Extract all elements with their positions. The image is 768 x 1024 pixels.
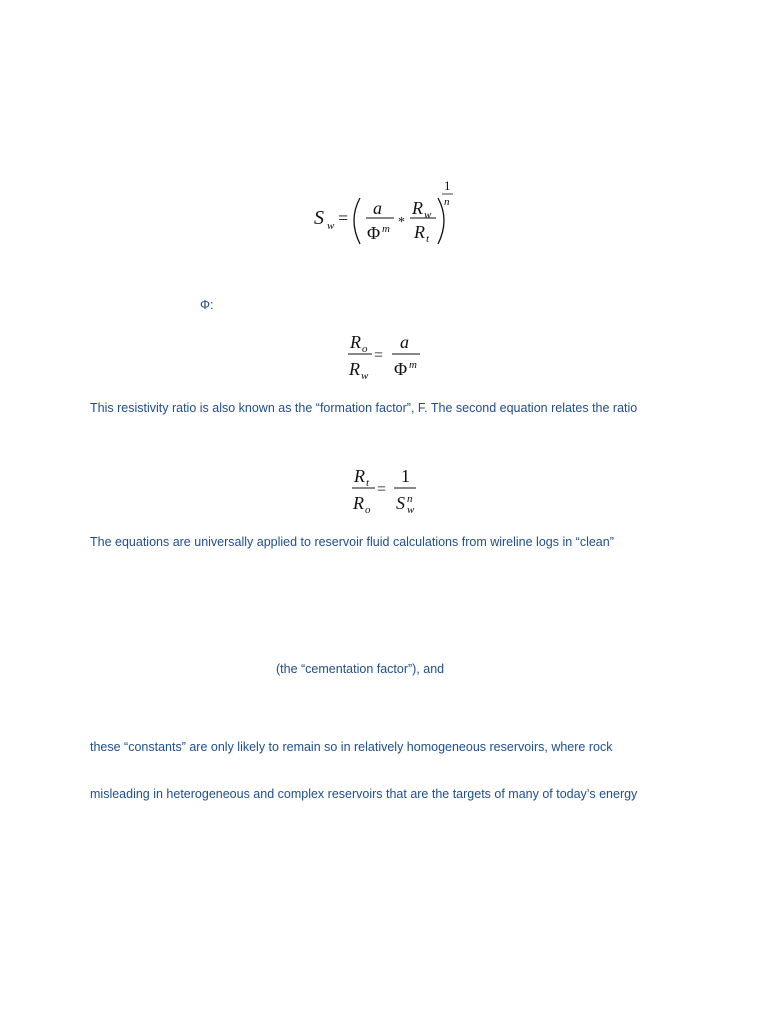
eq1-den2-sub: t [426,233,430,245]
eq2-den-right: Φ [394,359,408,379]
eq1-num1: a [373,198,382,218]
eq1-num2-sub: w [424,209,432,221]
phi-label: Φ: [200,298,214,312]
eq3-num-left-sub: t [366,477,370,489]
eq3-den-right-sub: w [407,504,415,516]
eq1-equals: = [338,208,349,228]
eq3-den-left: R [353,493,364,513]
eq1-den1: Φ [367,223,381,243]
equation-resistivity-index [345,462,425,518]
eq2-num-left: R [350,332,361,352]
eq3-num-right: 1 [401,466,410,486]
equation-saturation [300,172,470,252]
eq3-den-right: S [396,493,405,513]
eq3-num-left: R [354,466,365,486]
eq1-exp-den: n [444,196,450,208]
eq1-den2: R [414,222,425,242]
eq2-num-left-sub: o [362,343,368,355]
eq2-equals: = [374,347,384,364]
paragraph-line-clean: The equations are universally applied to reservoir fluid calculations from wireline logs in “clean” [90,535,614,549]
eq1-den1-sup: m [382,223,390,235]
eq1-times: * [398,215,405,230]
eq2-den-left-sub: w [361,370,369,382]
eq1-left-paren [354,198,360,244]
eq1-num2: R [412,198,423,218]
paragraph-line-constants: these “constants” are only likely to remain so in relatively homogeneous reservoirs, where rock [90,740,613,754]
eq3-equals: = [377,481,387,498]
eq3-den-left-sub: o [365,504,371,516]
eq2-num-right: a [400,332,409,352]
paragraph-line-cementation: (the “cementation factor”), and [276,662,445,676]
eq3-den-right-sup: n [407,493,413,505]
eq1-lhs: S [314,207,324,229]
paragraph-line-formation-factor: This resistivity ratio is also known as the “formation factor”, F. The second equation relates the ratio [90,401,638,415]
paragraph-line-heterogeneous: misleading in heterogeneous and complex reservoirs that are the targets of many of today’s energy [90,787,638,801]
equation-formation-factor [340,328,430,384]
eq1-lhs-sub: w [327,220,335,232]
eq1-exp-num: 1 [444,178,451,193]
eq2-den-right-sup: m [409,359,417,371]
eq2-den-left: R [349,359,360,379]
